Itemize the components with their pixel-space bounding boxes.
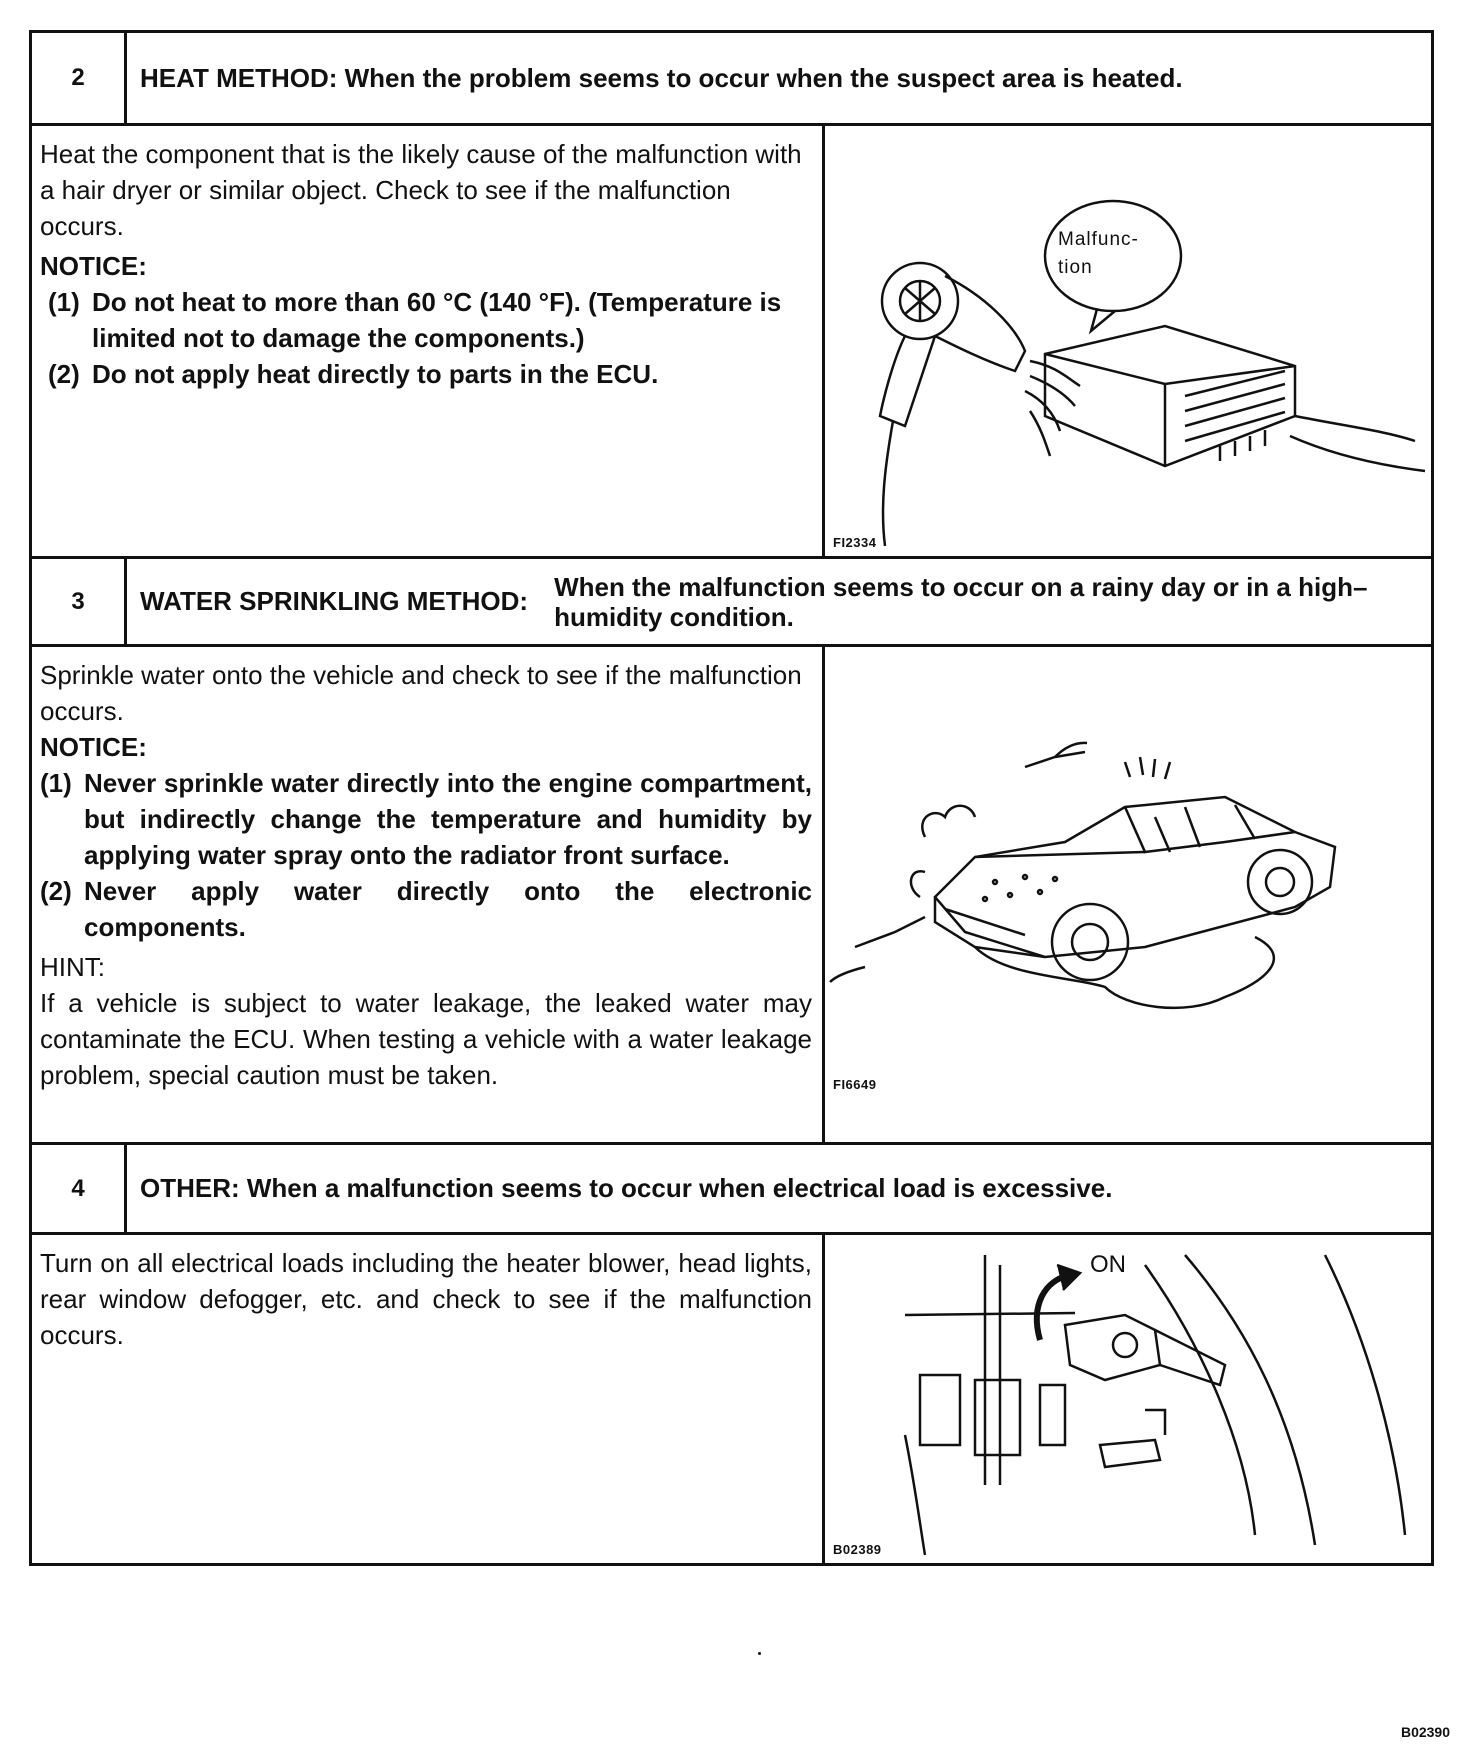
section-3-text — [32, 647, 825, 1142]
section-3-header — [32, 559, 1431, 647]
section-4-description: Turn on all electrical loads including the heater blower, head lights, rear window defogger, etc. and check to see if the malfunction occurs. — [40, 1248, 812, 1350]
malfunction-bubble-label: Malfunc- tion — [1058, 229, 1139, 278]
section-2-title: HEAT METHOD: When the problem seems to occur when the suspect area is heated. — [140, 62, 1183, 93]
car-sprinkling-illustration — [825, 647, 1431, 1142]
section-3-hint-label: HINT: — [40, 952, 105, 982]
section-2-notice-label: NOTICE: — [40, 251, 147, 281]
section-4-header — [32, 1145, 1431, 1235]
hair-dryer-ecu-drawing — [825, 126, 1433, 556]
figure-code-fi6649: FI6649 — [833, 1077, 877, 1092]
car-water-spray-drawing — [825, 647, 1433, 1142]
section-3-title — [140, 559, 1421, 644]
section-2-notice-2: (2) Do not apply heat directly to parts in the ECU. — [48, 359, 659, 389]
section-4-body — [32, 1235, 1431, 1563]
section-3-number: 3 — [32, 559, 127, 644]
section-4-number: 4 — [32, 1145, 127, 1232]
section-4-text — [32, 1235, 825, 1563]
page-code: B02390 — [1400, 1724, 1450, 1740]
section-3-title-sub: When the malfunction seems to occur on a rainy day or in a high–humidity condition. — [554, 571, 1368, 632]
section-3-notice-label: NOTICE: — [40, 732, 147, 762]
section-3-title-main: WATER SPRINKLING METHOD: — [140, 586, 529, 616]
section-2-text — [32, 126, 825, 556]
section-2-header — [32, 33, 1431, 126]
section-3-hint-text: If a vehicle is subject to water leakage, the leaked water may contaminate the ECU. When testing a vehicle with a water leakage problem, special caution must be taken. — [40, 988, 812, 1090]
section-3-notice-2: (2) Never apply water directly onto the electronic components. — [40, 876, 812, 942]
section-2-notice-1: (1) Do not heat to more than 60 °C (140 °F). (Temperature is limited not to damage the components.) — [48, 287, 782, 353]
on-label: ON — [1090, 1251, 1126, 1278]
section-4-title: OTHER: When a malfunction seems to occur when electrical load is excessive. — [140, 1173, 1113, 1203]
section-3-description: Sprinkle water onto the vehicle and check to see if the malfunction occurs. — [40, 660, 802, 726]
section-3-notice-1: (1) Never sprinkle water directly into the engine compartment, but indirectly change the temperature and humidity by applying water spray onto the radiator front surface. — [40, 768, 812, 870]
light-switch-illustration — [825, 1235, 1431, 1563]
page-dot — [758, 1652, 761, 1655]
section-2-body — [32, 126, 1431, 559]
section-2-number: 2 — [32, 33, 127, 123]
figure-code-fi2334: FI2334 — [833, 535, 877, 550]
headlight-switch-drawing — [825, 1235, 1433, 1563]
section-3-body — [32, 647, 1431, 1145]
procedure-table — [29, 30, 1434, 1566]
hair-dryer-illustration — [825, 126, 1431, 556]
section-2-description: Heat the component that is the likely cause of the malfunction with a hair dryer or similar object. Check to see if the malfunction occurs. — [40, 139, 802, 241]
figure-code-b02389: B02389 — [833, 1542, 882, 1557]
